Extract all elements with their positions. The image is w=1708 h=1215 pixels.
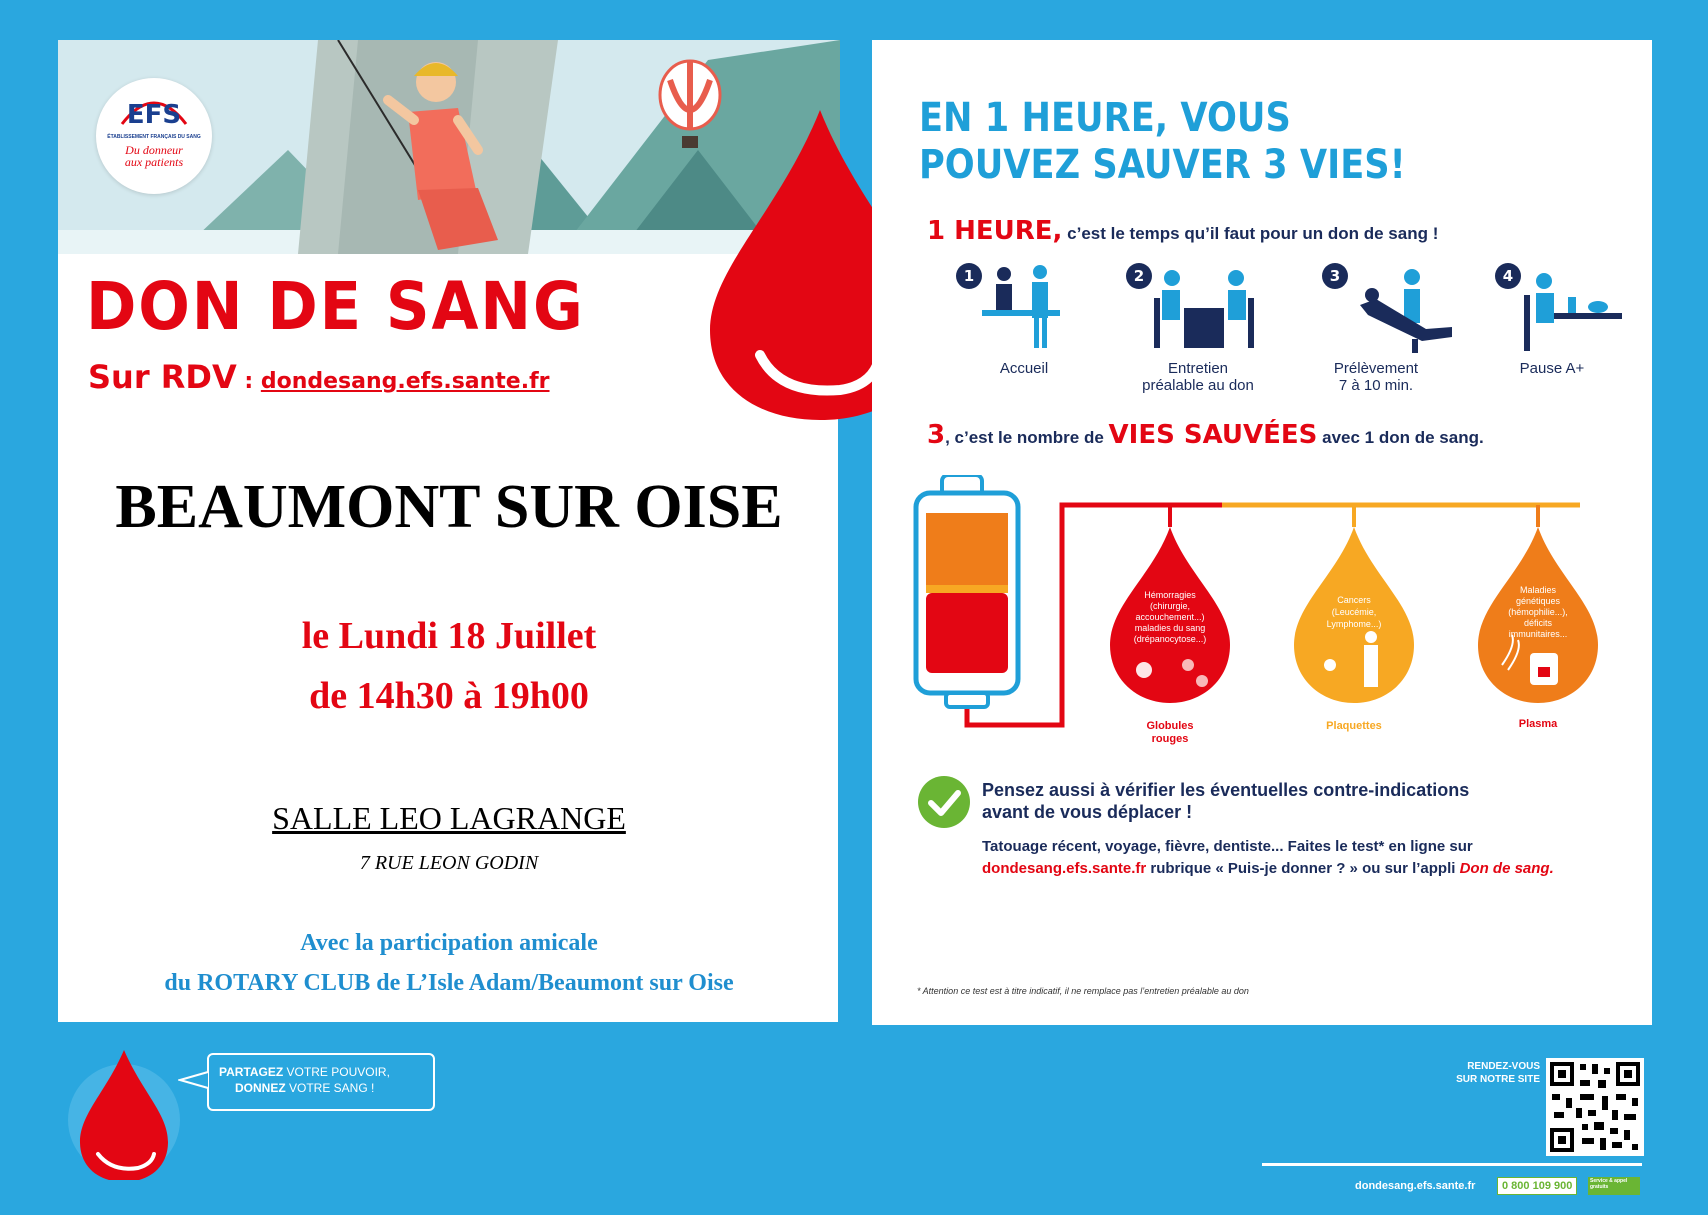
footer-site[interactable]: dondesang.efs.sante.fr [1355,1180,1476,1192]
slogan-text-1: VOTRE POUVOIR, [283,1065,390,1079]
drop-3-line-1: Maladies [1519,585,1557,595]
drop-2-caption: Plaquettes [1326,720,1382,732]
donation-chair-icon [1356,265,1456,353]
drop-3-line-4: déficits [1523,618,1553,628]
partner-line-1: Avec la participation amicale [300,930,598,956]
step-3-label-2: 7 à 10 min. [1338,377,1414,394]
blood-components-diagram [912,475,1632,755]
partner-line-2: du ROTARY CLUB de L’Isle Adam/Beaumont sur Oise [164,970,734,996]
drop-1-line-1: Hémorragies [1144,590,1196,600]
drop-1-caption-2: rouges [1151,733,1189,745]
hour-text: c’est le temps qu’il faut pour un don de sang ! [1062,224,1439,243]
qr-code[interactable] [1546,1058,1644,1156]
efs-tagline-1: Du donneur [125,143,183,157]
snack-break-icon [1522,265,1622,353]
efs-acronym: EFS [126,100,182,130]
footer-rule [1262,1163,1642,1166]
drop-2-line-2: (Leucémie, [1331,607,1377,617]
info-app: Don de sang. [1459,860,1554,877]
step-3-label: Prélèvement [1333,360,1419,377]
lives-strong: VIES SAUVÉES [1108,420,1318,450]
rdv-link[interactable]: dondesang.efs.sante.fr [260,369,550,394]
drop-1-line-3: accouchement...) [1135,612,1205,622]
lives-text-1: , c’est le nombre de [945,428,1109,447]
rdv-site-line-2: SUR NOTRE SITE [1456,1074,1540,1085]
welcome-icon [982,262,1072,352]
rdv-site-line-1: RENDEZ-VOUS [1467,1061,1540,1072]
info-title-2: POUVEZ SAUVER 3 VIES! [919,142,1406,188]
info-title-1: EN 1 HEURE, VOUS [919,95,1291,141]
drop-3-caption: Plasma [1518,718,1558,730]
venue-name: SALLE LEO LAGRANGE [272,800,626,836]
info-line-1: Tatouage récent, voyage, fièvre, dentiste... Faites le test* en ligne sur [982,838,1473,855]
slogan-strong-2: DONNEZ [235,1081,286,1095]
footer-phone-note: Service & appel gratuits [1588,1177,1640,1195]
venue-address: 7 RUE LEON GODIN [359,852,539,874]
rdv-colon: : [236,369,261,394]
drop-1-line-4: maladies du sang [1134,623,1206,633]
info-mid: rubrique « Puis-je donner ? » ou sur l’appli [1146,860,1460,877]
event-time: de 14h30 à 19h00 [309,675,589,717]
drop-3-line-3: (hémophilie...), [1508,607,1568,617]
hour-strong: 1 HEURE, [927,216,1063,246]
step-2-number: 2 [1126,263,1152,289]
step-1-number: 1 [956,263,982,289]
drop-1-line-5: (drépanocytose...) [1133,634,1207,644]
drop-3-line-2: génétiques [1515,596,1561,606]
headline: DON DE SANG [86,268,585,345]
slogan-bubble [207,1053,435,1111]
step-3-number: 3 [1322,263,1348,289]
step-2-label: Entretien [1167,360,1229,377]
step-4-label: Pause A+ [1519,360,1585,377]
info-link[interactable]: dondesang.efs.sante.fr [982,860,1147,877]
lives-text-2: avec 1 don de sang. [1317,428,1484,447]
slogan-text-2: VOTRE SANG ! [285,1081,375,1095]
drop-2-line-3: Lymphome...) [1326,619,1382,629]
drop-1-line-2: (chirurgie, [1149,601,1191,611]
efs-fullname: ÉTABLISSEMENT FRANÇAIS DU SANG [107,134,201,140]
step-4-number: 4 [1495,263,1521,289]
footer-phone[interactable]: 0 800 109 900 [1497,1177,1577,1195]
check-line-2: avant de vous déplacer ! [982,802,1193,822]
bubble-tail [178,1070,210,1090]
city-name: BEAUMONT SUR OISE [115,473,783,541]
efs-tagline-2: aux patients [124,155,184,169]
check-line-1: Pensez aussi à vérifier les éventuelles contre-indications [982,780,1470,800]
drop-1-caption-1: Globules [1146,720,1194,732]
blood-bag-icon [916,475,1018,707]
right-info-panel [872,40,1652,1025]
footer-blood-drop-icon [64,1030,184,1180]
rdv-label: Sur RDV [88,358,237,396]
footnote: * Attention ce test est à titre indicatif, il ne remplace pas l’entretien préalable au don [917,986,1249,996]
slogan-strong-1: PARTAGEZ [219,1065,284,1079]
interview-icon [1154,268,1254,353]
efs-logo [96,78,212,194]
drop-2-line-1: Cancers [1337,595,1371,605]
event-date: le Lundi 18 Juillet [301,615,597,657]
lives-number: 3 [927,420,946,450]
step-2-label-2: préalable au don [1142,377,1254,394]
checkmark-icon [917,775,971,829]
step-1-label: Accueil [999,360,1049,377]
drop-3-line-5: immunitaires... [1508,629,1568,639]
